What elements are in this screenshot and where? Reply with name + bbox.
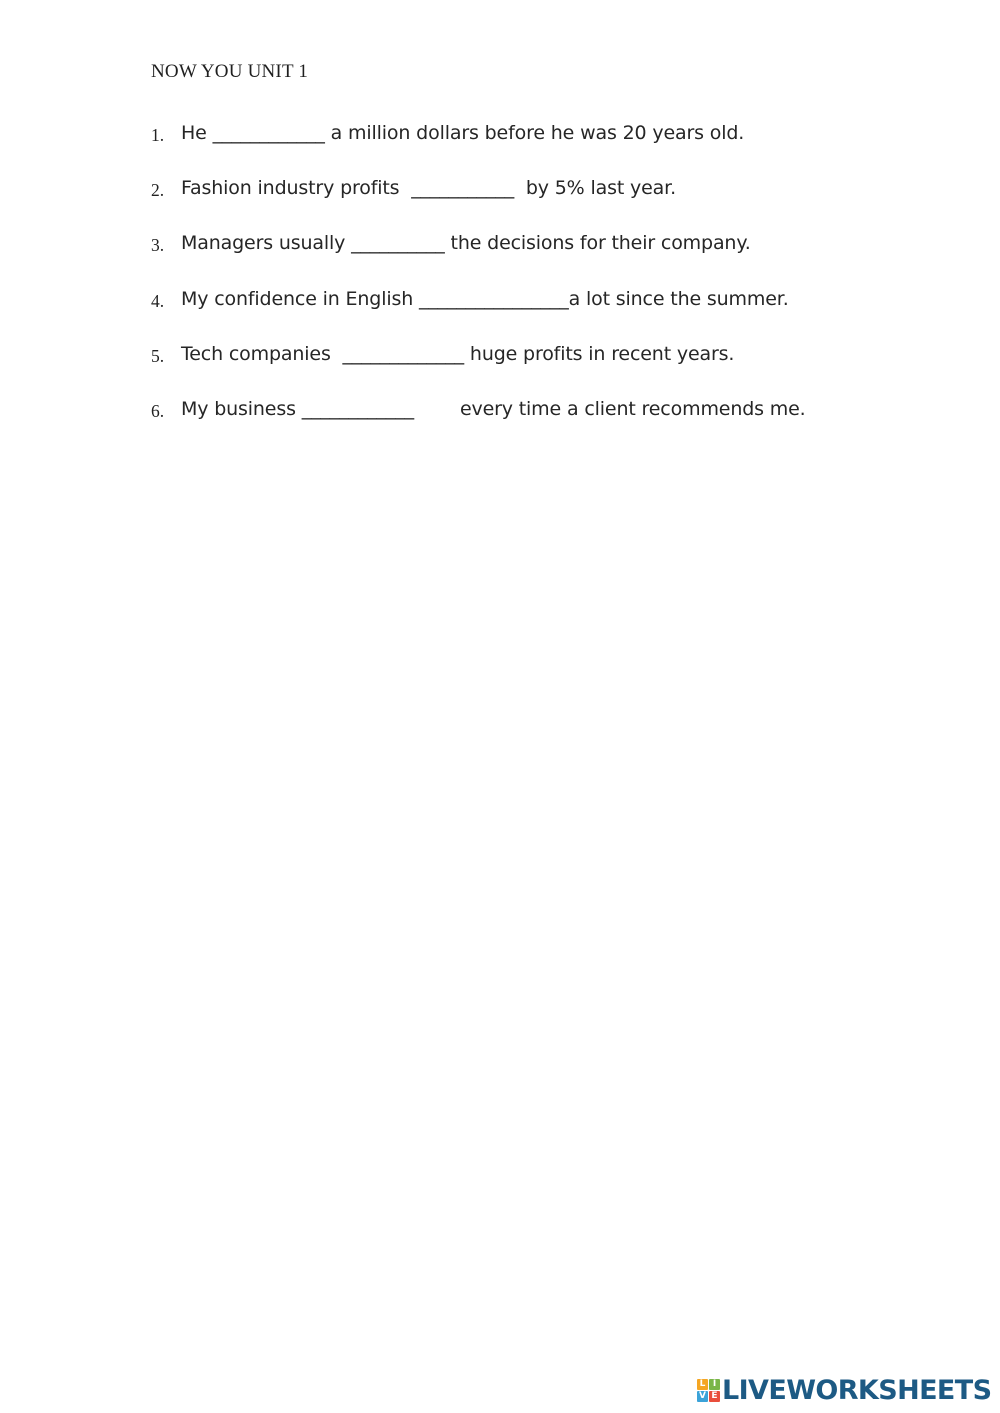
sentence-start: Fashion industry profits <box>181 177 400 200</box>
sentence-end: huge profits in recent years. <box>469 342 735 365</box>
answer-blank[interactable]: __________ <box>351 232 445 255</box>
exercise-sentence <box>181 177 676 199</box>
exercise-sentence <box>181 288 789 310</box>
exercise-number: 4. <box>151 290 165 311</box>
exercise-number: 1. <box>151 125 165 145</box>
exercise-sentence <box>181 343 734 365</box>
sentence-start: Managers usually <box>181 232 346 255</box>
exercise-sentence <box>181 122 744 144</box>
sentence-end: the decisions for their company. <box>450 232 751 255</box>
logo-mark-letter: E <box>709 1391 720 1402</box>
sentence-end: by 5% last year. <box>525 177 676 200</box>
answer-blank[interactable]: _____________ <box>342 342 465 365</box>
logo-mark-letter: L <box>697 1379 708 1390</box>
page-title: NOW YOU UNIT 1 <box>151 61 309 82</box>
liveworksheets-logo <box>697 1377 991 1404</box>
sentence-start: He <box>181 122 207 144</box>
logo-mark-letter: V <box>697 1391 708 1402</box>
sentence-end: a lot since the summer. <box>568 287 789 310</box>
exercise-sentence <box>181 398 806 420</box>
logo-mark-letter: I <box>709 1379 720 1390</box>
logo-mark-icon <box>697 1379 720 1402</box>
answer-blank[interactable]: ___________ <box>411 177 515 200</box>
sentence-start: My business <box>181 397 296 420</box>
sentence-end: a million dollars before he was 20 years old. <box>330 122 745 144</box>
sentence-start: Tech companies <box>181 342 331 365</box>
exercise-number: 5. <box>151 345 165 366</box>
exercise-sentence <box>181 232 751 254</box>
exercise-number: 2. <box>151 180 165 201</box>
logo-text: LIVEWORKSHEETS <box>722 1375 992 1406</box>
answer-blank[interactable]: ____________ <box>212 122 325 144</box>
exercise-number: 6. <box>151 400 165 421</box>
answer-blank[interactable]: ____________ <box>301 397 414 420</box>
exercise-number: 3. <box>151 235 165 256</box>
sentence-end: every time a client recommends me. <box>459 397 806 420</box>
answer-blank[interactable]: ________________ <box>418 287 569 310</box>
sentence-start: My confidence in English <box>181 287 414 310</box>
